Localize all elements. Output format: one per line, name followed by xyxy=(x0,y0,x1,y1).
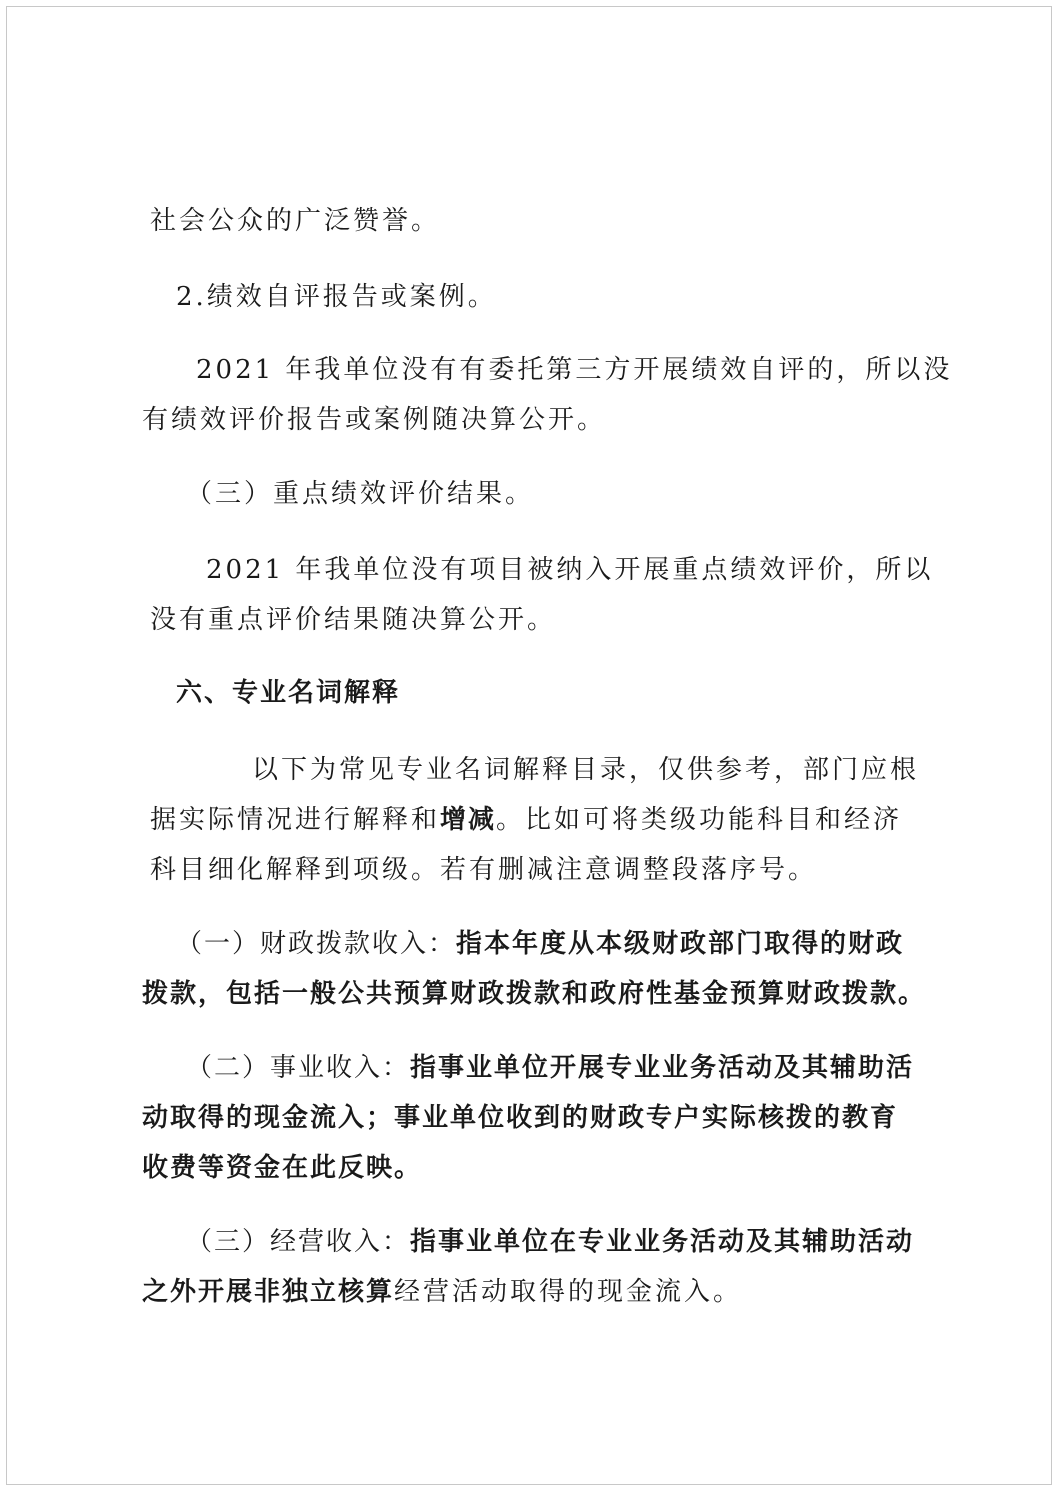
paragraph-line: 以下为常见专业名词解释目录，仅供参考，部门应根 xyxy=(252,755,920,785)
paragraph-line: 有绩效评价报告或案例随决算公开。 xyxy=(142,405,607,435)
term-line xyxy=(186,1225,914,1259)
term-definition-line xyxy=(142,1275,742,1309)
term-definition-line: 拨款，包括一般公共预算财政拨款和政府性基金预算财政拨款。 xyxy=(142,979,927,1009)
term-label: （三）经营收入： xyxy=(186,1227,411,1257)
paragraph-line: 2.绩效自评报告或案例。 xyxy=(176,282,497,312)
paragraph-line xyxy=(150,803,902,837)
paragraph-line: 2021 年我单位没有项目被纳入开展重点绩效评价，所以 xyxy=(206,555,934,585)
text-segment: 据实际情况进行解释和 xyxy=(150,805,441,835)
bold-text-segment: 之外开展非独立核算 xyxy=(142,1277,395,1307)
paragraph-line: 2021 年我单位没有有委托第三方开展绩效自评的，所以没 xyxy=(196,355,953,385)
term-label: （一）财政拨款收入： xyxy=(176,929,457,959)
text-segment: 经营活动取得的现金流入。 xyxy=(394,1277,743,1307)
term-line xyxy=(176,927,904,961)
section-heading: 六、专业名词解释 xyxy=(176,678,401,708)
paragraph-line: 社会公众的广泛赞誉。 xyxy=(150,206,441,236)
term-definition: 指事业单位开展专业业务活动及其辅助活 xyxy=(410,1053,915,1083)
term-definition-line: 动取得的现金流入；事业单位收到的财政专户实际核拨的教育 xyxy=(142,1103,899,1133)
term-line xyxy=(186,1051,914,1085)
bold-text-segment: 增减 xyxy=(440,805,497,835)
term-label: （二）事业收入： xyxy=(186,1053,411,1083)
term-definition-line: 收费等资金在此反映。 xyxy=(142,1153,423,1183)
text-segment: 。比如可将类级功能科目和经济 xyxy=(496,805,903,835)
paragraph-line: 科目细化解释到项级。若有删减注意调整段落序号。 xyxy=(150,855,818,885)
subheading-line: （三）重点绩效评价结果。 xyxy=(186,479,535,509)
term-definition: 指事业单位在专业业务活动及其辅助活动 xyxy=(410,1227,915,1257)
paragraph-line: 没有重点评价结果随决算公开。 xyxy=(150,605,557,635)
term-definition: 指本年度从本级财政部门取得的财政 xyxy=(456,929,905,959)
